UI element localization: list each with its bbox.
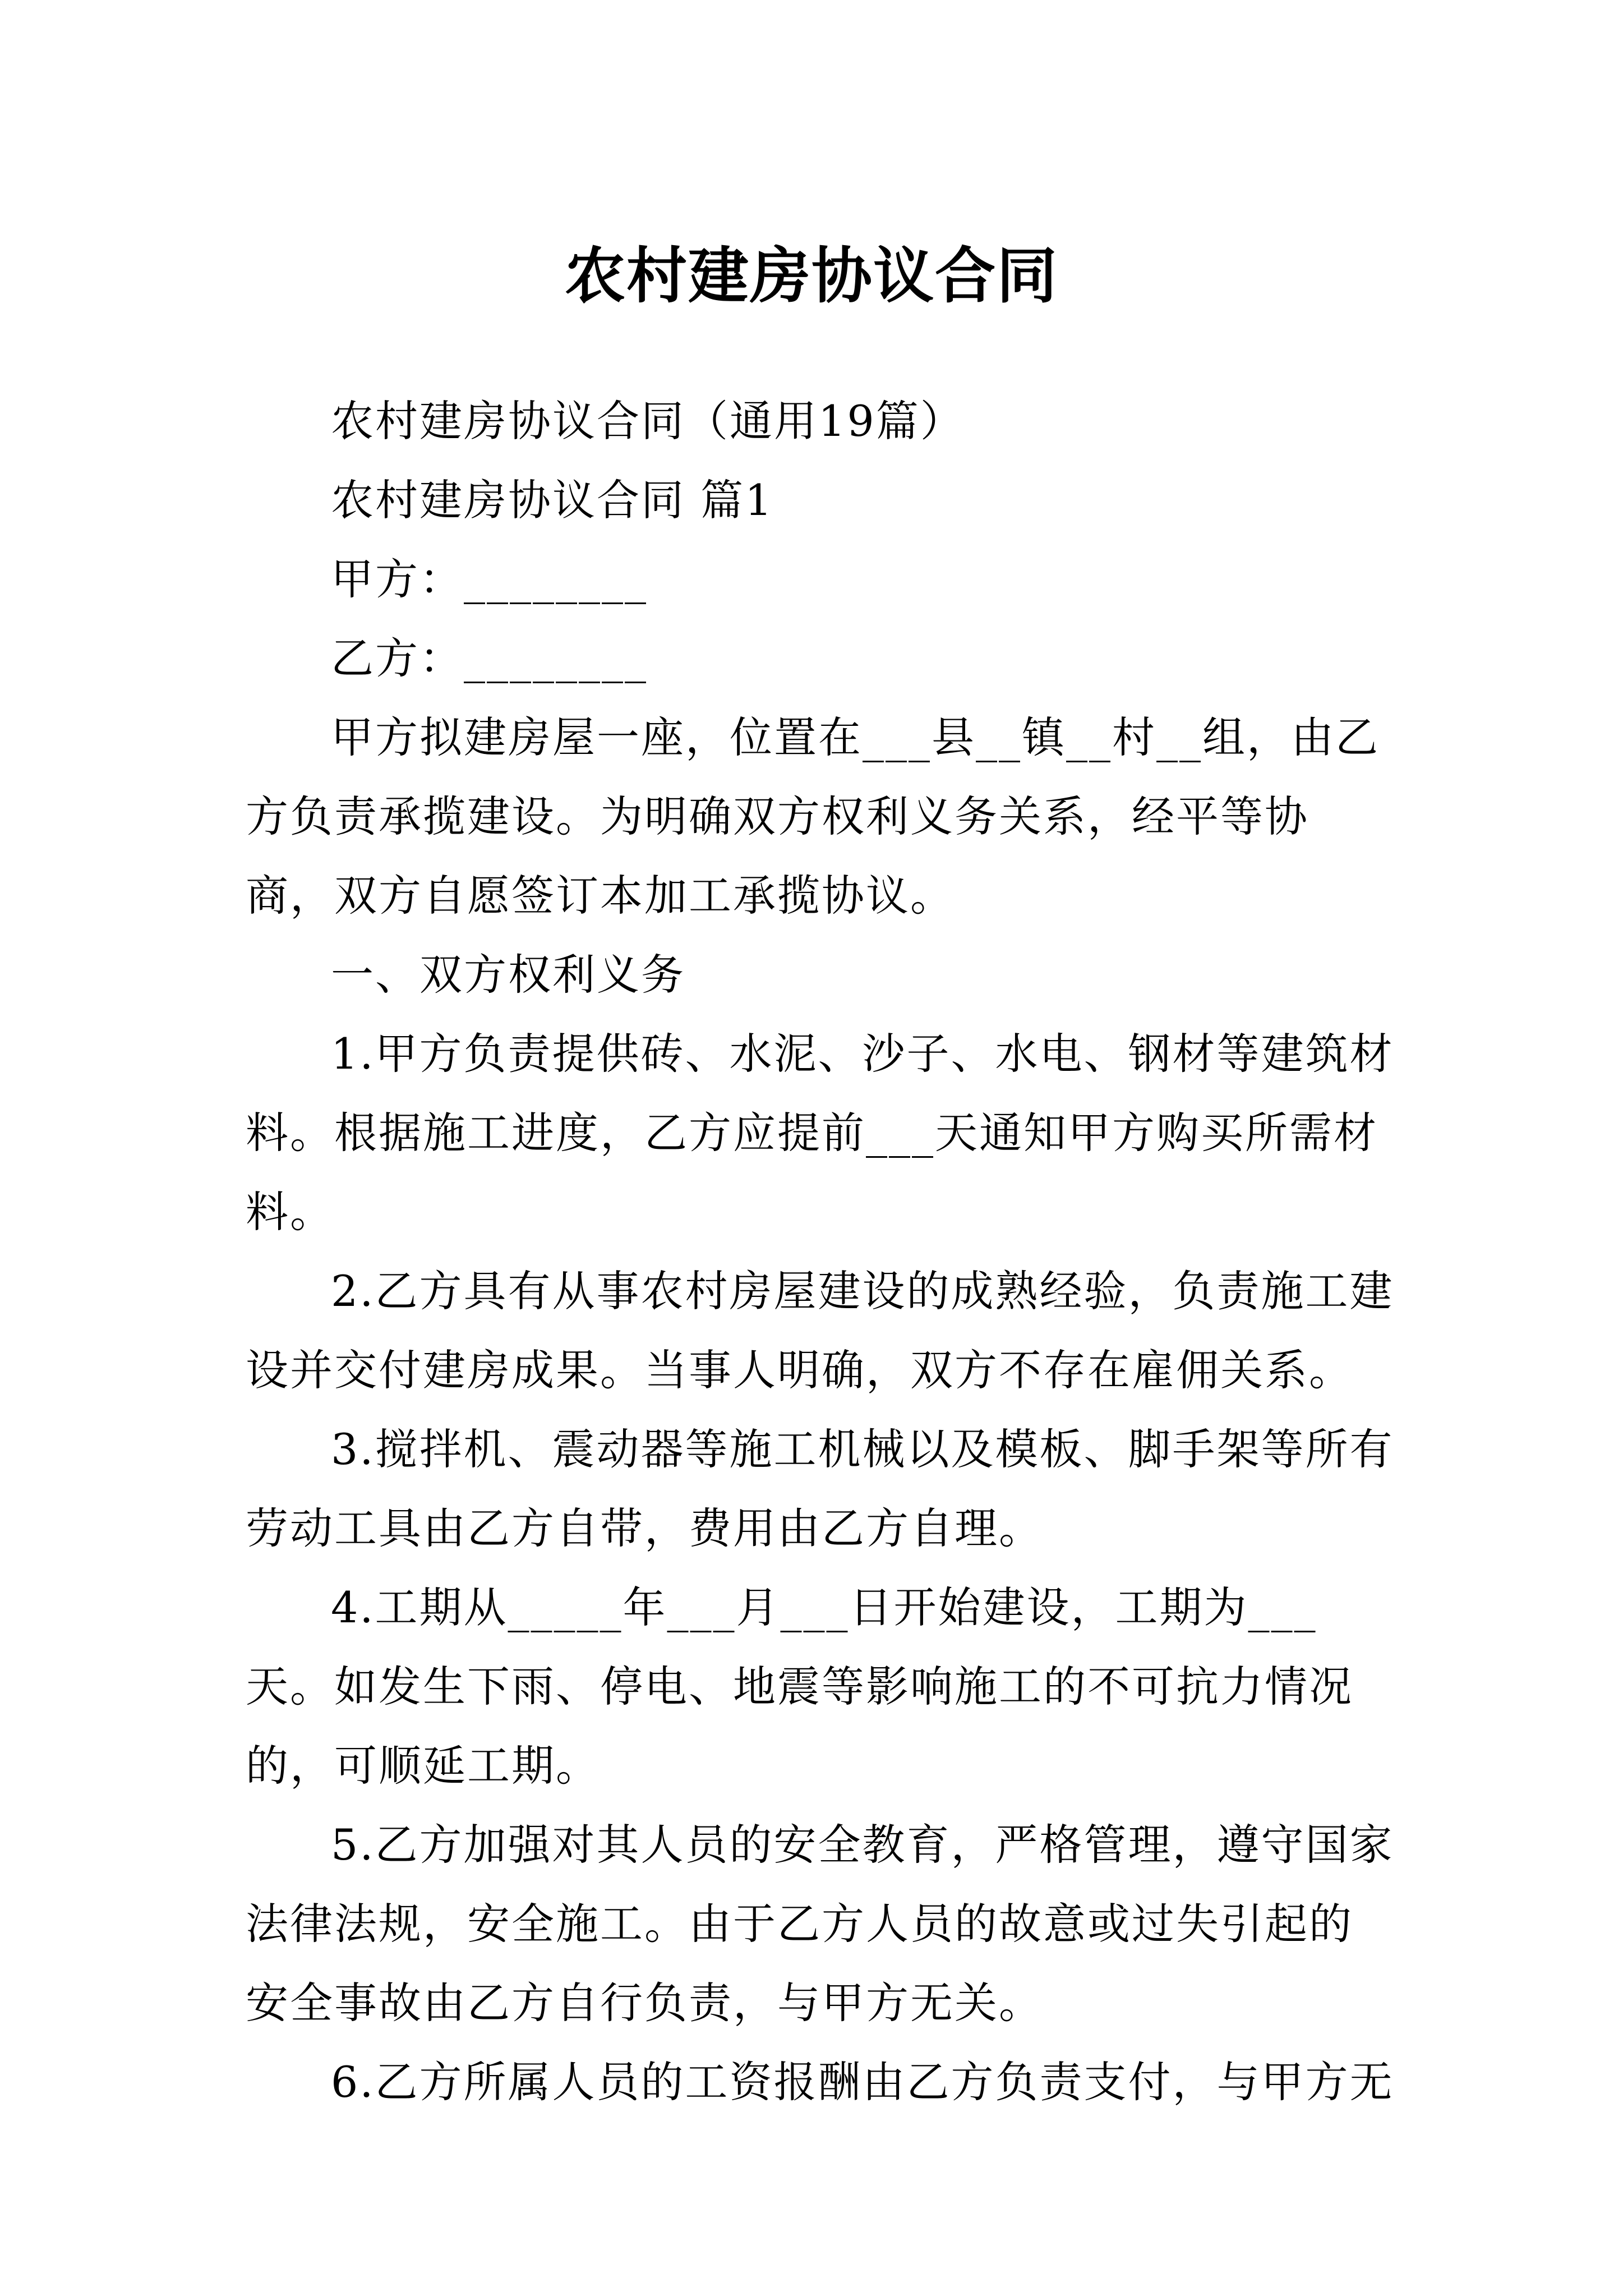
subtitle-paragraph: 农村建房协议合同（通用19篇）	[331, 396, 965, 446]
intro-paragraph: 甲方拟建房屋一座，位置在___县__镇__村__组，由乙方负责承揽建设。为明确双方权利义务关系，经平等协商，双方自愿签订本加工承揽协议。	[246, 712, 1380, 921]
clause-paragraph: 1.甲方负责提供砖、水泥、沙子、水电、钢材等建筑材料。根据施工进度，乙方应提前___天通知甲方购买所需材料。	[246, 1029, 1394, 1237]
section-heading: 农村建房协议合同 篇1	[331, 475, 774, 525]
clause-heading: 一、双方权利义务	[331, 950, 685, 1000]
document-title: 农村建房协议合同	[564, 241, 1058, 312]
clause-paragraph: 4.工期从_____年___月___日开始建设，工期为___天。如发生下雨、停电、地震等影响施工的不可抗力情况的，可顺延工期。	[246, 1582, 1353, 1791]
clause-paragraph: 6.乙方所属人员的工资报酬由乙方负责支付，与甲方无	[331, 2057, 1394, 2107]
clause-paragraph: 5.乙方加强对其人员的安全教育，严格管理，遵守国家法律法规，安全施工。由于乙方人员的故意或过失引起的安全事故由乙方自行负责，与甲方无关。	[246, 1820, 1394, 2028]
party-b-line: 乙方：________	[331, 633, 648, 683]
clause-paragraph: 3.搅拌机、震动器等施工机械以及模板、脚手架等所有劳动工具由乙方自带，费用由乙方自理。	[246, 1424, 1394, 1553]
document-body	[246, 381, 1394, 2122]
party-a-line: 甲方：________	[331, 554, 648, 604]
clause-paragraph: 2.乙方具有从事农村房屋建设的成熟经验，负责施工建设并交付建房成果。当事人明确，双方不存在雇佣关系。	[246, 1266, 1394, 1395]
